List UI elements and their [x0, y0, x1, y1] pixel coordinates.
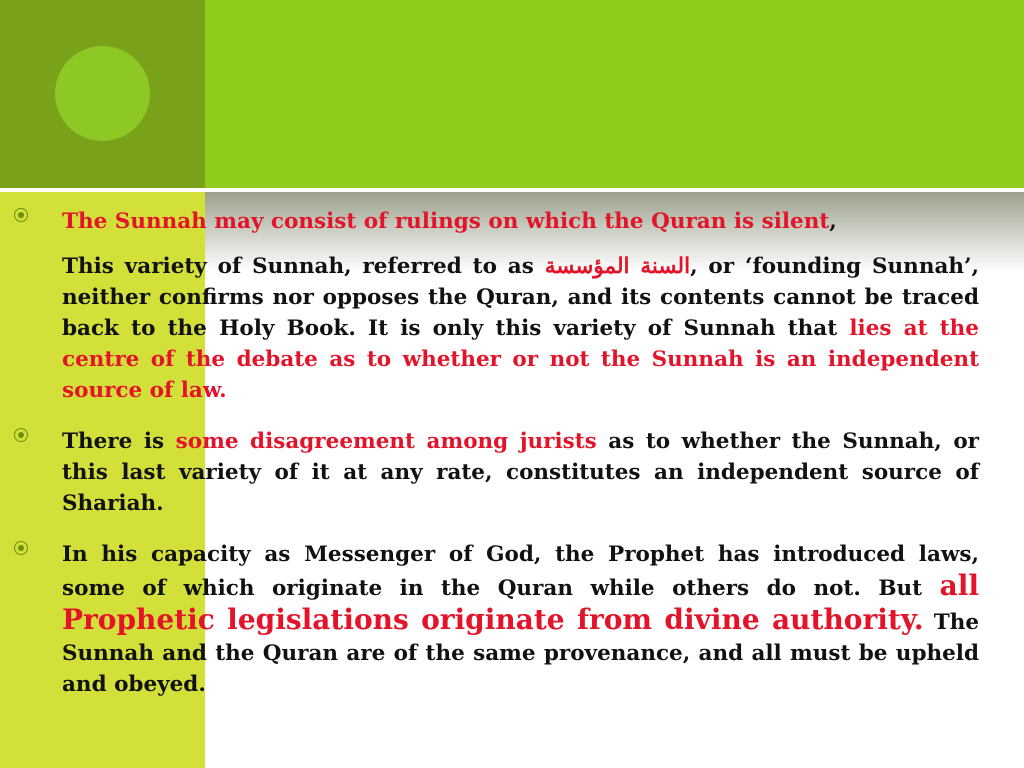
bullet-1-tail: , [829, 209, 837, 234]
bullet-3-highlight: all Prophetic legislations originate from divine authority. [62, 569, 979, 636]
slide-content [12, 206, 979, 700]
bullet-1-highlight: The Sunnah may consist of rulings on which the Quran is silent [62, 209, 830, 234]
bullet-3-lead: In his capacity as Messenger of God, the Prophet has introduced laws, some of which originate in the Quran while others do not. But [62, 542, 979, 601]
bullet-3-tail: The Sunnah and the Quran are of the same provenance, and all must be upheld and obeyed. [62, 610, 980, 697]
bullet-2-tail: as to whether the Sunnah, or this last variety of it at any rate, constitutes an independent source of Shariah. [62, 429, 979, 516]
arabic-term: السنة المؤسسة [544, 254, 691, 279]
paragraph-founding-sunnah [12, 251, 979, 406]
target-bullet-icon [14, 541, 28, 555]
target-bullet-icon [14, 208, 28, 222]
bullet-item-3 [12, 539, 979, 700]
bullet-item-2 [12, 426, 979, 519]
bullet-2-lead: There is [62, 429, 176, 454]
target-bullet-icon [14, 428, 28, 442]
bullet-item-1 [12, 206, 979, 237]
para-2-mid: , or ‘founding Sunnah’, neither confirms nor opposes the Quran, and its contents cannot be traced back to the Holy Book. It is only this variety of Sunnah that [62, 254, 979, 341]
para-2-highlight: lies at the centre of the debate as to whether or not the Sunnah is an independent source of law. [62, 316, 979, 403]
bullet-2-highlight: some disagreement among jurists [175, 429, 597, 454]
decorative-circle [55, 46, 150, 141]
para-2-lead: This variety of Sunnah, referred to as [62, 254, 545, 279]
header-band [205, 0, 1024, 188]
